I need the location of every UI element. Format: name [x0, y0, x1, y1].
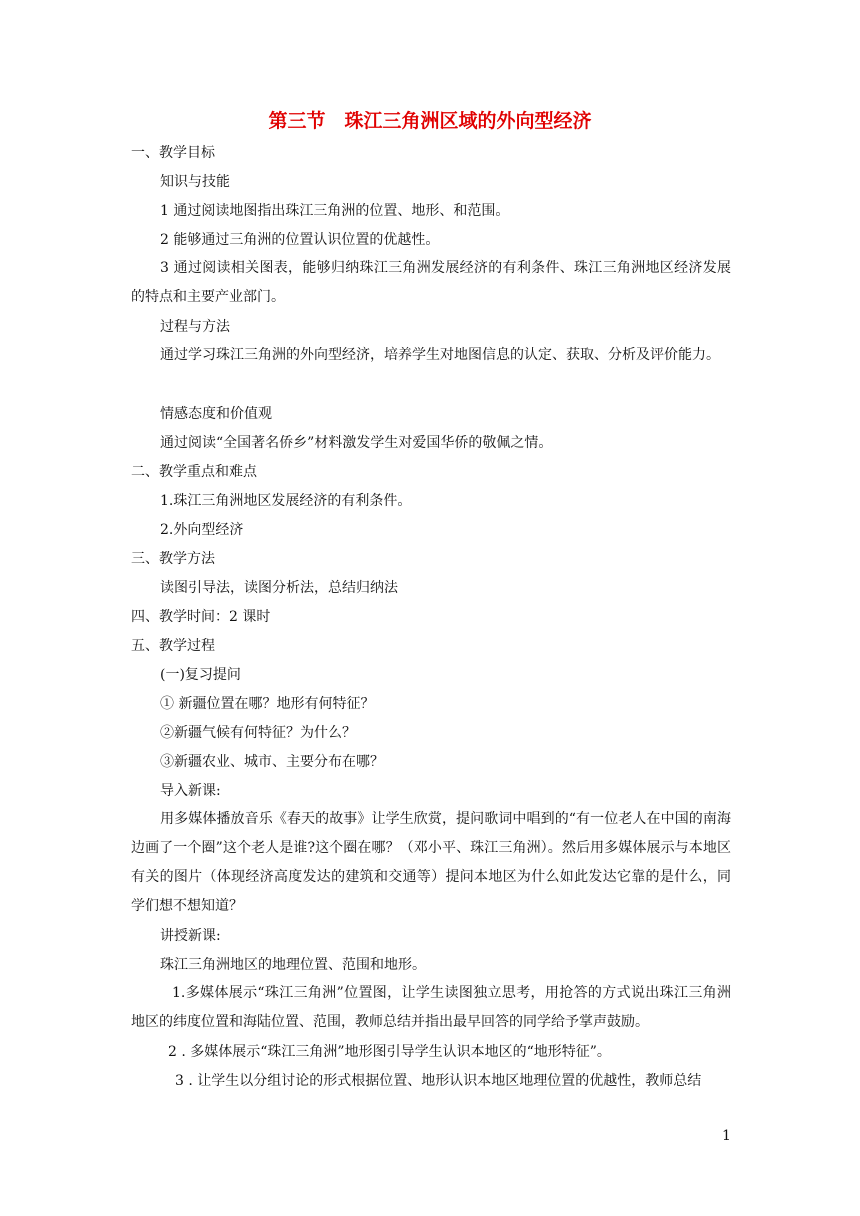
methods-text: 读图引导法，读图分析法，总结归纳法: [160, 580, 398, 596]
process-paragraph: [131, 341, 731, 370]
document-title: 第三节 珠江三角洲区域的外向型经济: [268, 110, 592, 132]
attitude-paragraph: 通过阅读“全国著名侨乡”材料激发学生对爱国华侨的敬佩之情。: [160, 435, 553, 451]
heading-time: 四、教学时间：2 课时: [131, 609, 271, 625]
objective-item-2: 2 能够通过三角洲的位置认识位置的优越性。: [160, 232, 440, 248]
review-heading: (一)复习提问: [160, 667, 241, 683]
lecture-step-1-text: 1.多媒体展示“珠江三角洲”位置图，让学生读图独立思考，用抢答的方式说出珠江三角洲地区的纬度位置和海陆位置、范围，教师总结并指出最早回答的同学给予掌声鼓励。: [131, 985, 731, 1030]
intro-paragraph: [131, 805, 731, 921]
subheading-attitude: 情感态度和价值观: [160, 406, 272, 422]
heading-process: 五、教学过程: [131, 638, 215, 654]
heading-objectives: 一、教学目标: [131, 145, 215, 161]
lecture-step-1: [131, 979, 731, 1037]
page-number: 1: [722, 1128, 731, 1144]
lecture-step-3: 3 . 让学生以分组讨论的形式根据位置、地形认识本地区地理位置的优越性，教师总结: [175, 1073, 702, 1089]
objective-item-3: [131, 254, 731, 312]
lecture-topic: 珠江三角洲地区的地理位置、范围和地形。: [160, 957, 426, 973]
subheading-knowledge: 知识与技能: [160, 174, 230, 190]
review-question-3: ③新疆农业、城市、主要分布在哪？: [160, 754, 384, 770]
objective-item-3-text: 3 通过阅读相关图表，能够归纳珠江三角洲发展经济的有利条件、珠江三角洲地区经济发展的特点和主要产业部门。: [131, 260, 731, 305]
review-question-2: ②新疆气候有何特征？为什么？: [160, 725, 356, 741]
heading-methods: 三、教学方法: [131, 551, 215, 567]
objective-item-1: 1 通过阅读地图指出珠江三角洲的位置、地形、和范围。: [160, 203, 510, 219]
key-point-1: 1.珠江三角洲地区发展经济的有利条件。: [160, 493, 412, 509]
intro-heading: 导入新课:: [160, 783, 221, 799]
lecture-heading: 讲授新课:: [160, 928, 221, 944]
lecture-step-2: 2 . 多媒体展示“珠江三角洲”地形图引导学生认识本地区的“地形特征”。: [168, 1044, 611, 1060]
subheading-process: 过程与方法: [160, 319, 230, 335]
review-question-1: ① 新疆位置在哪？地形有何特征？: [160, 696, 375, 712]
key-point-2: 2.外向型经济: [160, 522, 244, 538]
process-paragraph-text: 通过学习珠江三角洲的外向型经济，培养学生对地图信息的认定、获取、分析及评价能力。: [160, 347, 720, 363]
heading-key-points: 二、教学重点和难点: [131, 464, 257, 480]
intro-paragraph-text: 用多媒体播放音乐《春天的故事》让学生欣赏，提问歌词中唱到的“有一位老人在中国的南海边画了一个圈”这个老人是谁?这个圈在哪？（邓小平、珠江三角洲）。然后用多媒体展示与本地区有关的图片（体现经济高度发达的建筑和交通等）提问本地区为什么如此发达它靠的是什么，同学们想不想知道？: [131, 811, 731, 914]
